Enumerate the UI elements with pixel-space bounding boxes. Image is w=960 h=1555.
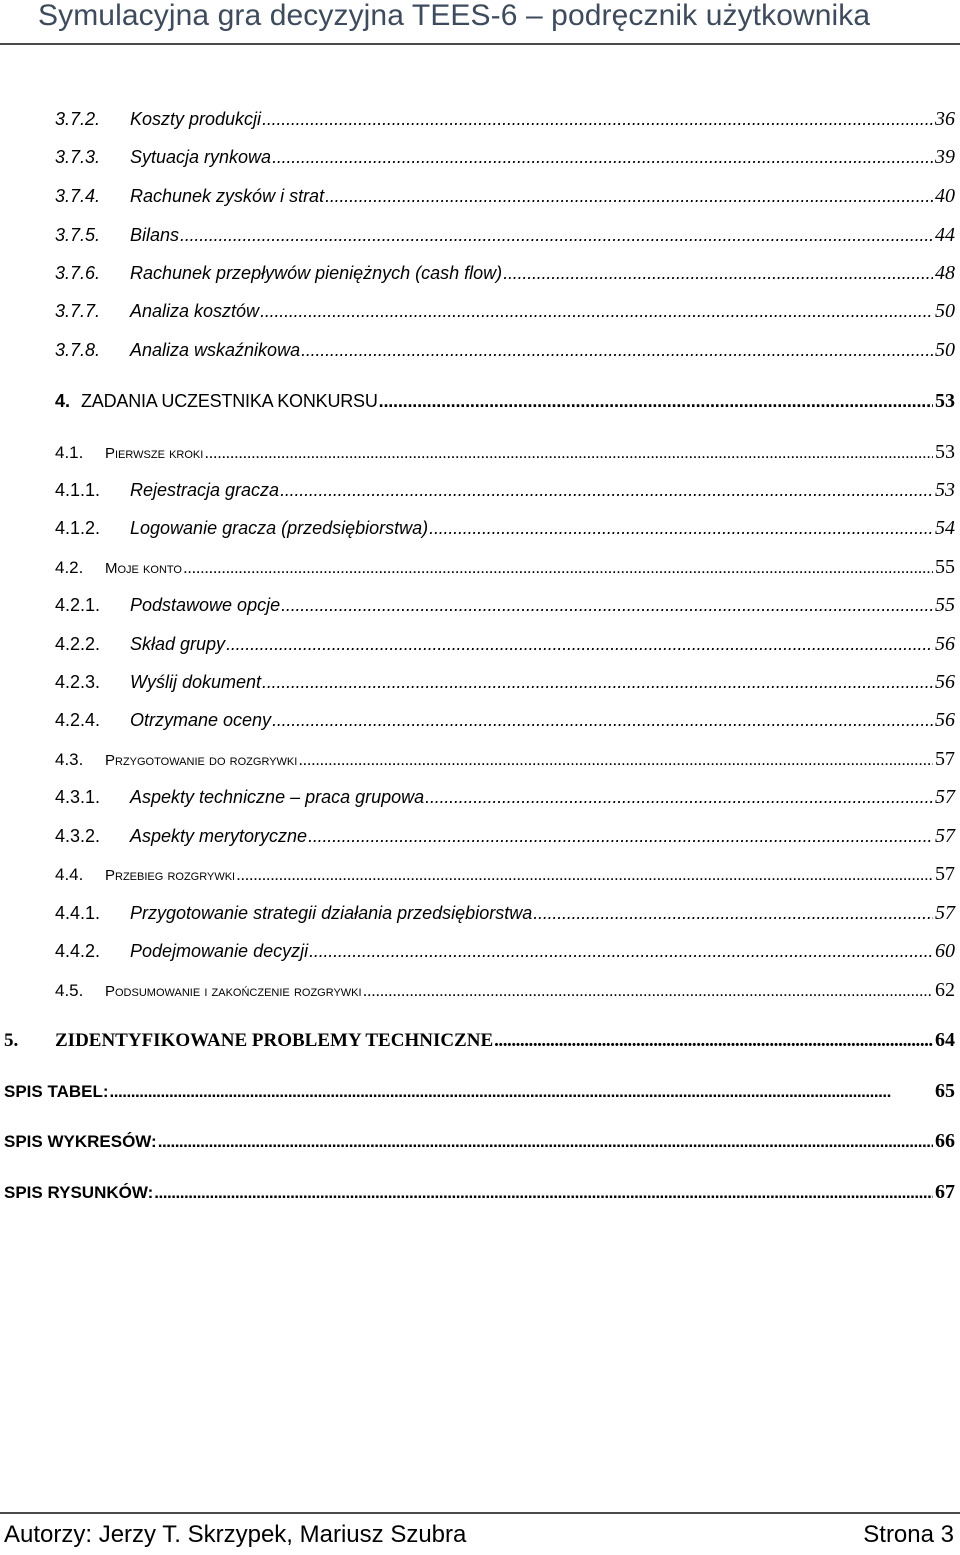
toc-number: 4.4.2. (55, 941, 101, 961)
toc-page-number: 56 (935, 671, 955, 693)
toc-page-number: 44 (935, 224, 955, 246)
toc-leader-dots (425, 787, 933, 808)
toc-entry[interactable] (55, 902, 955, 925)
toc-entry-list-of-charts[interactable] (4, 1130, 955, 1153)
toc-entry[interactable] (55, 594, 955, 617)
toc-entry[interactable] (55, 825, 955, 848)
toc-page-number: 64 (935, 1029, 955, 1051)
toc-page-number: 62 (935, 979, 955, 1001)
toc-entry[interactable] (55, 146, 955, 169)
toc-leader-dots (260, 301, 933, 322)
toc-title: ZIDENTYFIKOWANE PROBLEMY TECHNICZNE (55, 1030, 494, 1051)
toc-title: Przygotowanie do rozgrywki (105, 752, 298, 769)
toc-entry[interactable] (55, 709, 955, 732)
toc-entry[interactable] (55, 224, 955, 247)
toc-leader-dots (110, 1082, 933, 1102)
toc-page-number: 54 (935, 517, 955, 539)
toc-page-number: 57 (935, 786, 955, 808)
toc-page-number: 67 (935, 1181, 955, 1203)
toc-number: 4. (55, 391, 71, 411)
toc-page-number: 65 (935, 1080, 955, 1102)
toc-page-number: 57 (935, 825, 955, 847)
toc-number: 4.4. (55, 865, 84, 884)
toc-page-number: 55 (935, 556, 955, 578)
toc-page-number: 53 (935, 441, 955, 463)
toc-number: 4.1.2. (55, 518, 101, 538)
toc-number: 4.5. (55, 981, 84, 1000)
toc-page-number: 39 (935, 146, 955, 168)
toc-entry[interactable] (55, 633, 955, 656)
toc-page-number: 57 (935, 863, 955, 885)
toc-leader-dots (308, 826, 933, 847)
toc-entry-section[interactable] (55, 979, 955, 1002)
toc-title: Rejestracja gracza (130, 480, 280, 500)
toc-number: 4.3.2. (55, 826, 101, 846)
toc-title: Rachunek zysków i strat (130, 186, 325, 206)
toc-entry-chapter[interactable] (4, 1029, 955, 1052)
toc-leader-dots (363, 981, 933, 1001)
toc-number: 5. (4, 1030, 19, 1051)
toc-entry[interactable] (55, 940, 955, 963)
toc-title: SPIS WYKRESÓW: (4, 1132, 157, 1151)
toc-page-number: 36 (935, 108, 955, 130)
footer-page-number: Strona 3 (863, 1521, 954, 1548)
toc-leader-dots (533, 903, 933, 924)
toc-number: 3.7.5. (55, 225, 101, 245)
toc-page-number: 40 (935, 185, 955, 207)
toc-page-number: 48 (935, 262, 955, 284)
toc-leader-dots (236, 865, 933, 885)
toc-title: SPIS RYSUNKÓW: (4, 1183, 154, 1202)
toc-title: Bilans (130, 225, 180, 245)
toc-number: 3.7.3. (55, 147, 101, 167)
toc-number: 4.2. (55, 558, 84, 577)
toc-entry[interactable] (55, 479, 955, 502)
toc-leader-dots (204, 443, 933, 463)
toc-leader-dots (262, 672, 933, 693)
toc-page-number: 56 (935, 633, 955, 655)
toc-number: 3.7.4. (55, 186, 101, 206)
toc-title: Skład grupy (130, 634, 226, 654)
toc-page-number: 55 (935, 594, 955, 616)
toc-title: ZADANIA UCZESTNIKA KONKURSU (81, 391, 378, 411)
toc-leader-dots (183, 558, 933, 578)
toc-title: Podejmowanie decyzji (130, 941, 309, 961)
document-title: Symulacyjna gra decyzyjna TEES-6 – podręcznik użytkownika (38, 0, 871, 32)
toc-entry[interactable] (55, 671, 955, 694)
toc-title: Sytuacja rynkowa (130, 147, 272, 167)
toc-title: Aspekty techniczne – praca grupowa (130, 787, 425, 807)
toc-page-number: 57 (935, 748, 955, 770)
toc-entry-section[interactable] (55, 748, 955, 771)
toc-title: Koszty produkcji (130, 109, 262, 129)
toc-title: Podstawowe opcje (130, 595, 281, 615)
toc-entry[interactable] (55, 517, 955, 540)
toc-page-number: 53 (935, 390, 955, 412)
page-footer (0, 1512, 960, 1555)
toc-page-number: 56 (935, 709, 955, 731)
toc-leader-dots (379, 391, 933, 412)
toc-entry-chapter[interactable] (55, 390, 955, 413)
toc-leader-dots (494, 1030, 933, 1052)
toc-entry-list-of-tables[interactable] (4, 1080, 955, 1103)
toc-entry-section[interactable] (55, 863, 955, 886)
toc-entry[interactable] (55, 300, 955, 323)
toc-title: Podsumowanie i zakończenie rozgrywki (105, 983, 362, 1000)
toc-title: SPIS TABEL: (4, 1082, 109, 1101)
toc-page-number: 53 (935, 479, 955, 501)
toc-title: Analiza kosztów (130, 301, 260, 321)
page-header (0, 0, 960, 44)
toc-number: 3.7.8. (55, 340, 101, 360)
toc-title: Przygotowanie strategii działania przedsiębiorstwa (130, 903, 533, 923)
footer-authors: Autorzy: Jerzy T. Skrzypek, Mariusz Szubra (4, 1521, 467, 1548)
toc-entry[interactable] (55, 185, 955, 208)
toc-leader-dots (503, 263, 933, 284)
toc-leader-dots (298, 750, 933, 770)
toc-leader-dots (309, 941, 933, 962)
header-divider (0, 43, 960, 45)
toc-leader-dots (158, 1132, 933, 1152)
toc-page-number: 50 (935, 300, 955, 322)
toc-page-number: 60 (935, 940, 955, 962)
toc-number: 4.2.4. (55, 710, 101, 730)
toc-leader-dots (262, 109, 933, 130)
toc-page-number: 66 (935, 1130, 955, 1152)
toc-number: 3.7.7. (55, 301, 101, 321)
toc-leader-dots (272, 147, 933, 168)
toc-leader-dots (325, 186, 933, 207)
toc-number: 3.7.2. (55, 109, 101, 129)
toc-number: 4.4.1. (55, 903, 101, 923)
toc-number: 4.3. (55, 750, 84, 769)
toc-page-number: 50 (935, 339, 955, 361)
toc-leader-dots (226, 634, 933, 655)
toc-leader-dots (429, 518, 933, 539)
toc-entry[interactable] (55, 108, 955, 131)
toc-title: Logowanie gracza (przedsiębiorstwa) (130, 518, 429, 538)
toc-title: Rachunek przepływów pieniężnych (cash flow) (130, 263, 503, 283)
toc-number: 4.1. (55, 443, 84, 462)
toc-title: Pierwsze kroki (105, 445, 204, 462)
toc-title: Wyślij dokument (130, 672, 262, 692)
toc-entry[interactable] (55, 339, 955, 362)
toc-number: 4.3.1. (55, 787, 101, 807)
toc-leader-dots (281, 595, 933, 616)
toc-title: Otrzymane oceny (130, 710, 272, 730)
toc-title: Aspekty merytoryczne (130, 826, 308, 846)
toc-entry-section[interactable] (55, 556, 955, 579)
toc-number: 4.1.1. (55, 480, 101, 500)
toc-page-number: 57 (935, 902, 955, 924)
toc-leader-dots (272, 710, 933, 731)
toc-number: 4.2.1. (55, 595, 101, 615)
footer-divider (0, 1512, 960, 1514)
toc-number: 4.2.3. (55, 672, 101, 692)
toc-leader-dots (301, 340, 933, 361)
toc-entry[interactable] (55, 262, 955, 285)
toc-leader-dots (180, 225, 933, 246)
toc-entry[interactable] (55, 786, 955, 809)
toc-title: Moje konto (105, 560, 182, 577)
toc-number: 4.2.2. (55, 634, 101, 654)
toc-leader-dots (154, 1183, 933, 1203)
toc-leader-dots (280, 480, 933, 501)
toc-title: Analiza wskaźnikowa (130, 340, 301, 360)
toc-entry-section[interactable] (55, 441, 955, 464)
toc-title: Przebieg rozgrywki (105, 867, 236, 884)
toc-number: 3.7.6. (55, 263, 101, 283)
toc-entry-list-of-figures[interactable] (4, 1181, 955, 1204)
